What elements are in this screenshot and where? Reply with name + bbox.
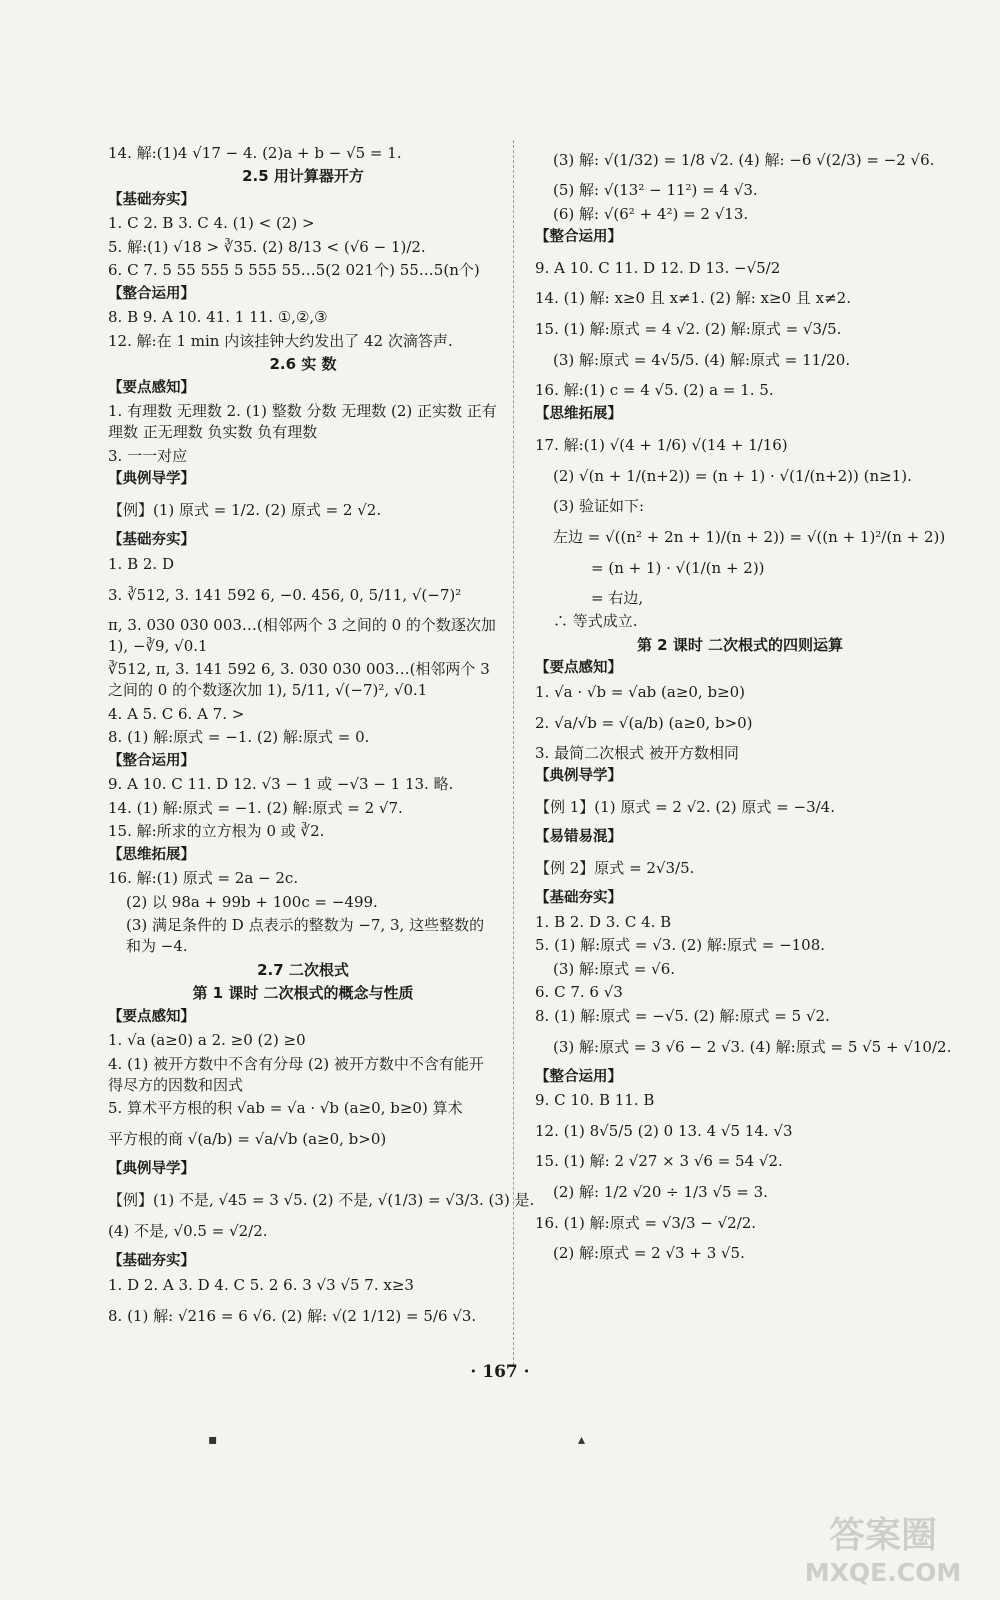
- watermark-logo: [788, 1503, 978, 1588]
- answer-line: 4. (1) 被开方数中不含有分母 (2) 被开方数中不含有能开得尽方的因数和因式: [108, 1054, 484, 1094]
- answer-line: 14. (1) 解:原式 = −1. (2) 解:原式 = 2 √7.: [108, 798, 403, 817]
- section-heading: 【要点感知】: [108, 379, 195, 396]
- answer-line: 16. (1) 解:原式 = √3/3 − √2/2.: [535, 1214, 757, 1232]
- answer-line: 14. (1) 解: x≥0 且 x≠1. (2) 解: x≥0 且 x≠2.: [535, 289, 851, 307]
- answer-line: (3) 解:原式 = √6.: [553, 959, 676, 978]
- answer-line: 8. (1) 解: √216 = 6 √6. (2) 解: √(2 1/12) = 5/6 √3.: [108, 1306, 477, 1325]
- section-heading: 【典例导学】: [108, 471, 195, 487]
- answer-line: (3) 解:原式 = 4√5/5. (4) 解:原式 = 11/20.: [553, 351, 851, 369]
- answer-line: 1. √a (a≥0) a 2. ≥0 (2) ≥0: [108, 1031, 306, 1049]
- section-heading: 【基础夯实】: [108, 532, 195, 548]
- answer-line: 15. (1) 解: 2 √27 × 3 √6 = 54 √2.: [535, 1152, 783, 1170]
- answer-line: 6. C 7. 5 55 555 5 555 55…5(2 021个) 55…5(n个): [108, 261, 480, 279]
- answer-line: 4. A 5. C 6. A 7. >: [108, 704, 245, 723]
- answer-line: (2) 解: 1/2 √20 ÷ 1/3 √5 = 3.: [553, 1183, 768, 1201]
- answer-line: (3) 解:原式 = 3 √6 − 2 √3. (4) 解:原式 = 5 √5 + √10/2.: [553, 1037, 952, 1056]
- section-title: 2.5 用计算器开方: [242, 167, 364, 185]
- column-divider: [513, 140, 514, 1365]
- answer-line: 5. 算术平方根的积 √ab = √a · √b (a≥0, b≥0) 算术: [108, 1099, 463, 1117]
- answer-line: 1. B 2. D: [108, 554, 174, 573]
- answer-line: 6. C 7. 6 √3: [535, 983, 623, 1001]
- scan-speck: ▴: [578, 1432, 586, 1448]
- answer-line: 3. 最简二次根式 被开方数相同: [535, 743, 739, 762]
- answer-line: 15. (1) 解:原式 = 4 √2. (2) 解:原式 = √3/5.: [535, 320, 842, 338]
- answer-line: (3) 满足条件的 D 点表示的整数为 −7, 3, 这些整数的和为 −4.: [126, 916, 485, 955]
- answer-line: 9. A 10. C 11. D 12. D 13. −√5/2: [535, 259, 781, 277]
- answer-line: ∴ 等式成立.: [553, 612, 638, 630]
- answer-line: (5) 解: √(13² − 11²) = 4 √3.: [553, 181, 758, 199]
- answer-line: 平方根的商 √(a/b) = √a/√b (a≥0, b>0): [108, 1130, 387, 1148]
- answer-line: 16. 解:(1) c = 4 √5. (2) a = 1. 5.: [535, 381, 774, 399]
- answer-line: 1. C 2. B 3. C 4. (1) < (2) >: [108, 214, 315, 232]
- watermark-text-en: MXQE.COM: [804, 1558, 962, 1587]
- section-heading: 【整合运用】: [108, 752, 195, 769]
- answer-line: 【例】(1) 不是, √45 = 3 √5. (2) 不是, √(1/3) = √3/3. (3) 是.: [108, 1191, 535, 1209]
- section-heading: 【基础夯实】: [108, 1253, 195, 1269]
- answer-line: 左边 = √((n² + 2n + 1)/(n + 2)) = √((n + 1)²/(n + 2)): [553, 527, 946, 546]
- section-title: 第 1 课时 二次根式的概念与性质: [192, 984, 414, 1002]
- answer-line: ∛512, π, 3. 141 592 6, 3. 030 030 003…(相邻两个 3 之间的 0 的个数逐次加 1), 5/11, √(−7)², √0.1: [108, 660, 490, 699]
- section-title: 2.7 二次根式: [257, 960, 349, 979]
- answer-line: 16. 解:(1) 原式 = 2a − 2c.: [108, 869, 299, 887]
- right-column: [535, 140, 952, 1267]
- answer-line: 【例 2】原式 = 2√3/5.: [535, 859, 695, 877]
- answer-line: 17. 解:(1) √(4 + 1/6) √(14 + 1/16): [535, 435, 788, 454]
- answer-line: π, 3. 030 030 003…(相邻两个 3 之间的 0 的个数逐次加 1), −∛9, √0.1: [108, 615, 496, 655]
- answer-line: = (n + 1) · √(1/(n + 2)): [591, 558, 765, 577]
- answer-line: 15. 解:所求的立方根为 0 或 ∛2.: [108, 822, 325, 840]
- answer-line: (3) 解: √(1/32) = 1/8 √2. (4) 解: −6 √(2/3) = −2 √6.: [553, 151, 935, 169]
- answer-line: (6) 解: √(6² + 4²) = 2 √13.: [553, 204, 749, 223]
- answer-line: (2) 以 98a + 99b + 100c = −499.: [126, 892, 378, 911]
- section-heading: 【整合运用】: [535, 1068, 622, 1085]
- answer-line: 9. A 10. C 11. D 12. √3 − 1 或 −√3 − 1 13. 略.: [108, 775, 454, 793]
- scan-speck: ▪: [208, 1432, 218, 1448]
- answer-line: 1. B 2. D 3. C 4. B: [535, 912, 672, 931]
- answer-line: 5. 解:(1) √18 > ∛35. (2) 8/13 < (√6 − 1)/2.: [108, 237, 426, 256]
- section-heading: 【典例导学】: [108, 1161, 195, 1177]
- answer-line: 8. (1) 解:原式 = −√5. (2) 解:原式 = 5 √2.: [535, 1006, 830, 1025]
- section-heading: 【易错易混】: [535, 829, 622, 845]
- answer-line: 1. 有理数 无理数 2. (1) 整数 分数 无理数 (2) 正实数 正有理数 正无理数 负实数 负有理数: [108, 402, 497, 441]
- section-heading: 【基础夯实】: [108, 191, 195, 208]
- answer-line: 1. √a · √b = √ab (a≥0, b≥0): [535, 682, 746, 701]
- answer-line: 1. D 2. A 3. D 4. C 5. 2 6. 3 √3 √5 7. x≥3: [108, 1275, 414, 1294]
- section-heading: 【整合运用】: [535, 229, 622, 245]
- answer-line: 2. √a/√b = √(a/b) (a≥0, b>0): [535, 713, 753, 732]
- answer-line: (3) 验证如下:: [553, 496, 645, 515]
- page-number: · 167 ·: [470, 1362, 530, 1382]
- left-column: [108, 140, 535, 1336]
- answer-line: 12. (1) 8√5/5 (2) 0 13. 4 √5 14. √3: [535, 1122, 793, 1140]
- section-heading: 【典例导学】: [535, 768, 622, 784]
- section-heading: 【整合运用】: [108, 285, 195, 302]
- watermark-text-cn: 答案圈: [828, 1515, 938, 1556]
- answer-line: 5. (1) 解:原式 = √3. (2) 解:原式 = −108.: [535, 936, 826, 954]
- answer-line: = 右边,: [591, 588, 644, 607]
- section-title: 第 2 课时 二次根式的四则运算: [636, 635, 844, 654]
- section-heading: 【思维拓展】: [108, 846, 195, 863]
- section-heading: 【基础夯实】: [535, 890, 622, 906]
- answer-line: 3. 一一对应: [108, 446, 188, 465]
- answer-line: 9. C 10. B 11. B: [535, 1091, 655, 1109]
- section-heading: 【要点感知】: [535, 660, 622, 676]
- answer-line: 3. ∛512, 3. 141 592 6, −0. 456, 0, 5/11, √(−7)²: [108, 585, 462, 604]
- answer-line: 14. 解:(1)4 √17 − 4. (2)a + b − √5 = 1.: [108, 143, 402, 162]
- answer-line: 12. 解:在 1 min 内该挂钟大约发出了 42 次滴答声.: [108, 331, 453, 350]
- answer-line: (2) 解:原式 = 2 √3 + 3 √5.: [553, 1244, 745, 1262]
- answer-line: (2) √(n + 1/(n+2)) = (n + 1) · √(1/(n+2)) (n≥1).: [553, 466, 912, 485]
- section-title: 2.6 实 数: [269, 355, 337, 373]
- answer-line: 【例】(1) 原式 = 1/2. (2) 原式 = 2 √2.: [108, 501, 382, 519]
- answer-line: 8. (1) 解:原式 = −1. (2) 解:原式 = 0.: [108, 728, 370, 746]
- answer-line: 8. B 9. A 10. 41. 1 11. ①,②,③: [108, 308, 328, 326]
- answer-line: (4) 不是, √0.5 = √2/2.: [108, 1222, 268, 1240]
- section-heading: 【思维拓展】: [535, 405, 622, 422]
- answer-line: 【例 1】(1) 原式 = 2 √2. (2) 原式 = −3/4.: [535, 798, 835, 816]
- section-heading: 【要点感知】: [108, 1008, 195, 1025]
